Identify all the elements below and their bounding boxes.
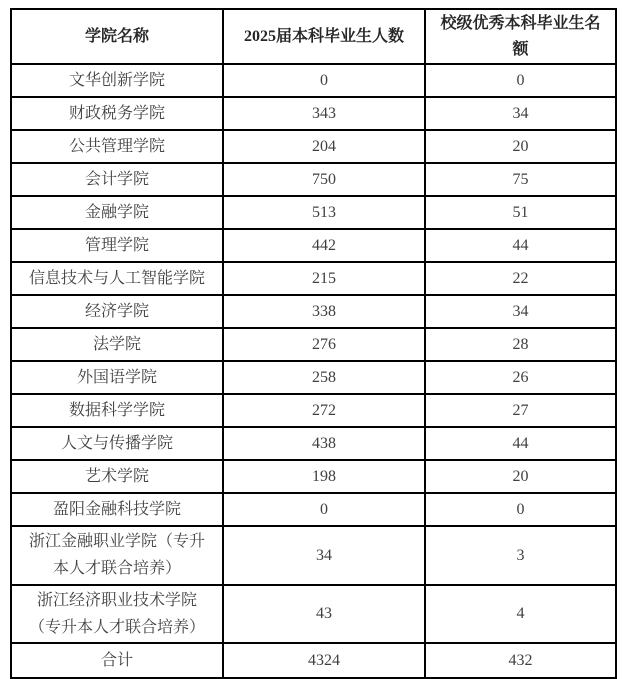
college-name-cell: 财政税务学院 xyxy=(11,97,223,130)
college-name-cell: 金融学院 xyxy=(11,196,223,229)
graduates-count-cell: 513 xyxy=(223,196,425,229)
table-row xyxy=(11,97,616,130)
college-name-cell: 信息技术与人工智能学院 xyxy=(11,262,223,295)
column-header-quota-count: 校级优秀本科毕业生名额 xyxy=(425,9,616,64)
college-name-cell: 经济学院 xyxy=(11,295,223,328)
graduates-count-cell: 43 xyxy=(223,585,425,643)
quota-count-cell: 26 xyxy=(425,361,616,394)
table-row xyxy=(11,460,616,493)
quota-count-cell: 20 xyxy=(425,460,616,493)
college-name-cell: 浙江金融职业学院（专升本人才联合培养） xyxy=(11,526,223,584)
table-row xyxy=(11,585,616,643)
college-name-cell: 人文与传播学院 xyxy=(11,427,223,460)
table-header-row xyxy=(11,9,616,64)
graduate-quota-table xyxy=(10,8,617,679)
column-header-college-name: 学院名称 xyxy=(11,9,223,64)
college-name-cell: 数据科学学院 xyxy=(11,394,223,427)
graduates-count-cell: 338 xyxy=(223,295,425,328)
table-row xyxy=(11,427,616,460)
quota-count-cell: 75 xyxy=(425,163,616,196)
graduates-count-cell: 0 xyxy=(223,493,425,526)
quota-count-cell: 34 xyxy=(425,97,616,130)
total-graduates-cell: 4324 xyxy=(223,643,425,678)
college-name-cell: 浙江经济职业技术学院（专升本人才联合培养） xyxy=(11,585,223,643)
quota-count-cell: 20 xyxy=(425,130,616,163)
table-row xyxy=(11,295,616,328)
table-row xyxy=(11,262,616,295)
total-quota-cell: 432 xyxy=(425,643,616,678)
graduates-count-cell: 198 xyxy=(223,460,425,493)
quota-count-cell: 44 xyxy=(425,427,616,460)
graduates-count-cell: 438 xyxy=(223,427,425,460)
table-row xyxy=(11,229,616,262)
graduates-count-cell: 215 xyxy=(223,262,425,295)
graduates-count-cell: 276 xyxy=(223,328,425,361)
graduates-count-cell: 204 xyxy=(223,130,425,163)
quota-count-cell: 0 xyxy=(425,493,616,526)
college-name-cell: 法学院 xyxy=(11,328,223,361)
college-name-cell: 盈阳金融科技学院 xyxy=(11,493,223,526)
table-row xyxy=(11,163,616,196)
college-name-cell: 外国语学院 xyxy=(11,361,223,394)
table-body xyxy=(11,64,616,643)
quota-count-cell: 44 xyxy=(425,229,616,262)
quota-count-cell: 27 xyxy=(425,394,616,427)
table-row xyxy=(11,493,616,526)
quota-count-cell: 3 xyxy=(425,526,616,584)
quota-count-cell: 34 xyxy=(425,295,616,328)
total-row xyxy=(11,643,616,678)
college-name-cell: 管理学院 xyxy=(11,229,223,262)
graduates-count-cell: 0 xyxy=(223,64,425,97)
table-row xyxy=(11,64,616,97)
table-row xyxy=(11,130,616,163)
graduates-count-cell: 343 xyxy=(223,97,425,130)
table-row xyxy=(11,394,616,427)
column-header-graduate-count: 2025届本科毕业生人数 xyxy=(223,9,425,64)
quota-count-cell: 0 xyxy=(425,64,616,97)
college-name-cell: 艺术学院 xyxy=(11,460,223,493)
table-row xyxy=(11,526,616,584)
graduates-count-cell: 442 xyxy=(223,229,425,262)
table-row xyxy=(11,361,616,394)
quota-count-cell: 4 xyxy=(425,585,616,643)
graduates-count-cell: 258 xyxy=(223,361,425,394)
total-label-cell: 合计 xyxy=(11,643,223,678)
graduates-count-cell: 272 xyxy=(223,394,425,427)
quota-count-cell: 22 xyxy=(425,262,616,295)
table-row xyxy=(11,328,616,361)
college-name-cell: 文华创新学院 xyxy=(11,64,223,97)
college-name-cell: 会计学院 xyxy=(11,163,223,196)
college-name-cell: 公共管理学院 xyxy=(11,130,223,163)
table-row xyxy=(11,196,616,229)
quota-count-cell: 51 xyxy=(425,196,616,229)
graduates-count-cell: 750 xyxy=(223,163,425,196)
quota-count-cell: 28 xyxy=(425,328,616,361)
graduates-count-cell: 34 xyxy=(223,526,425,584)
